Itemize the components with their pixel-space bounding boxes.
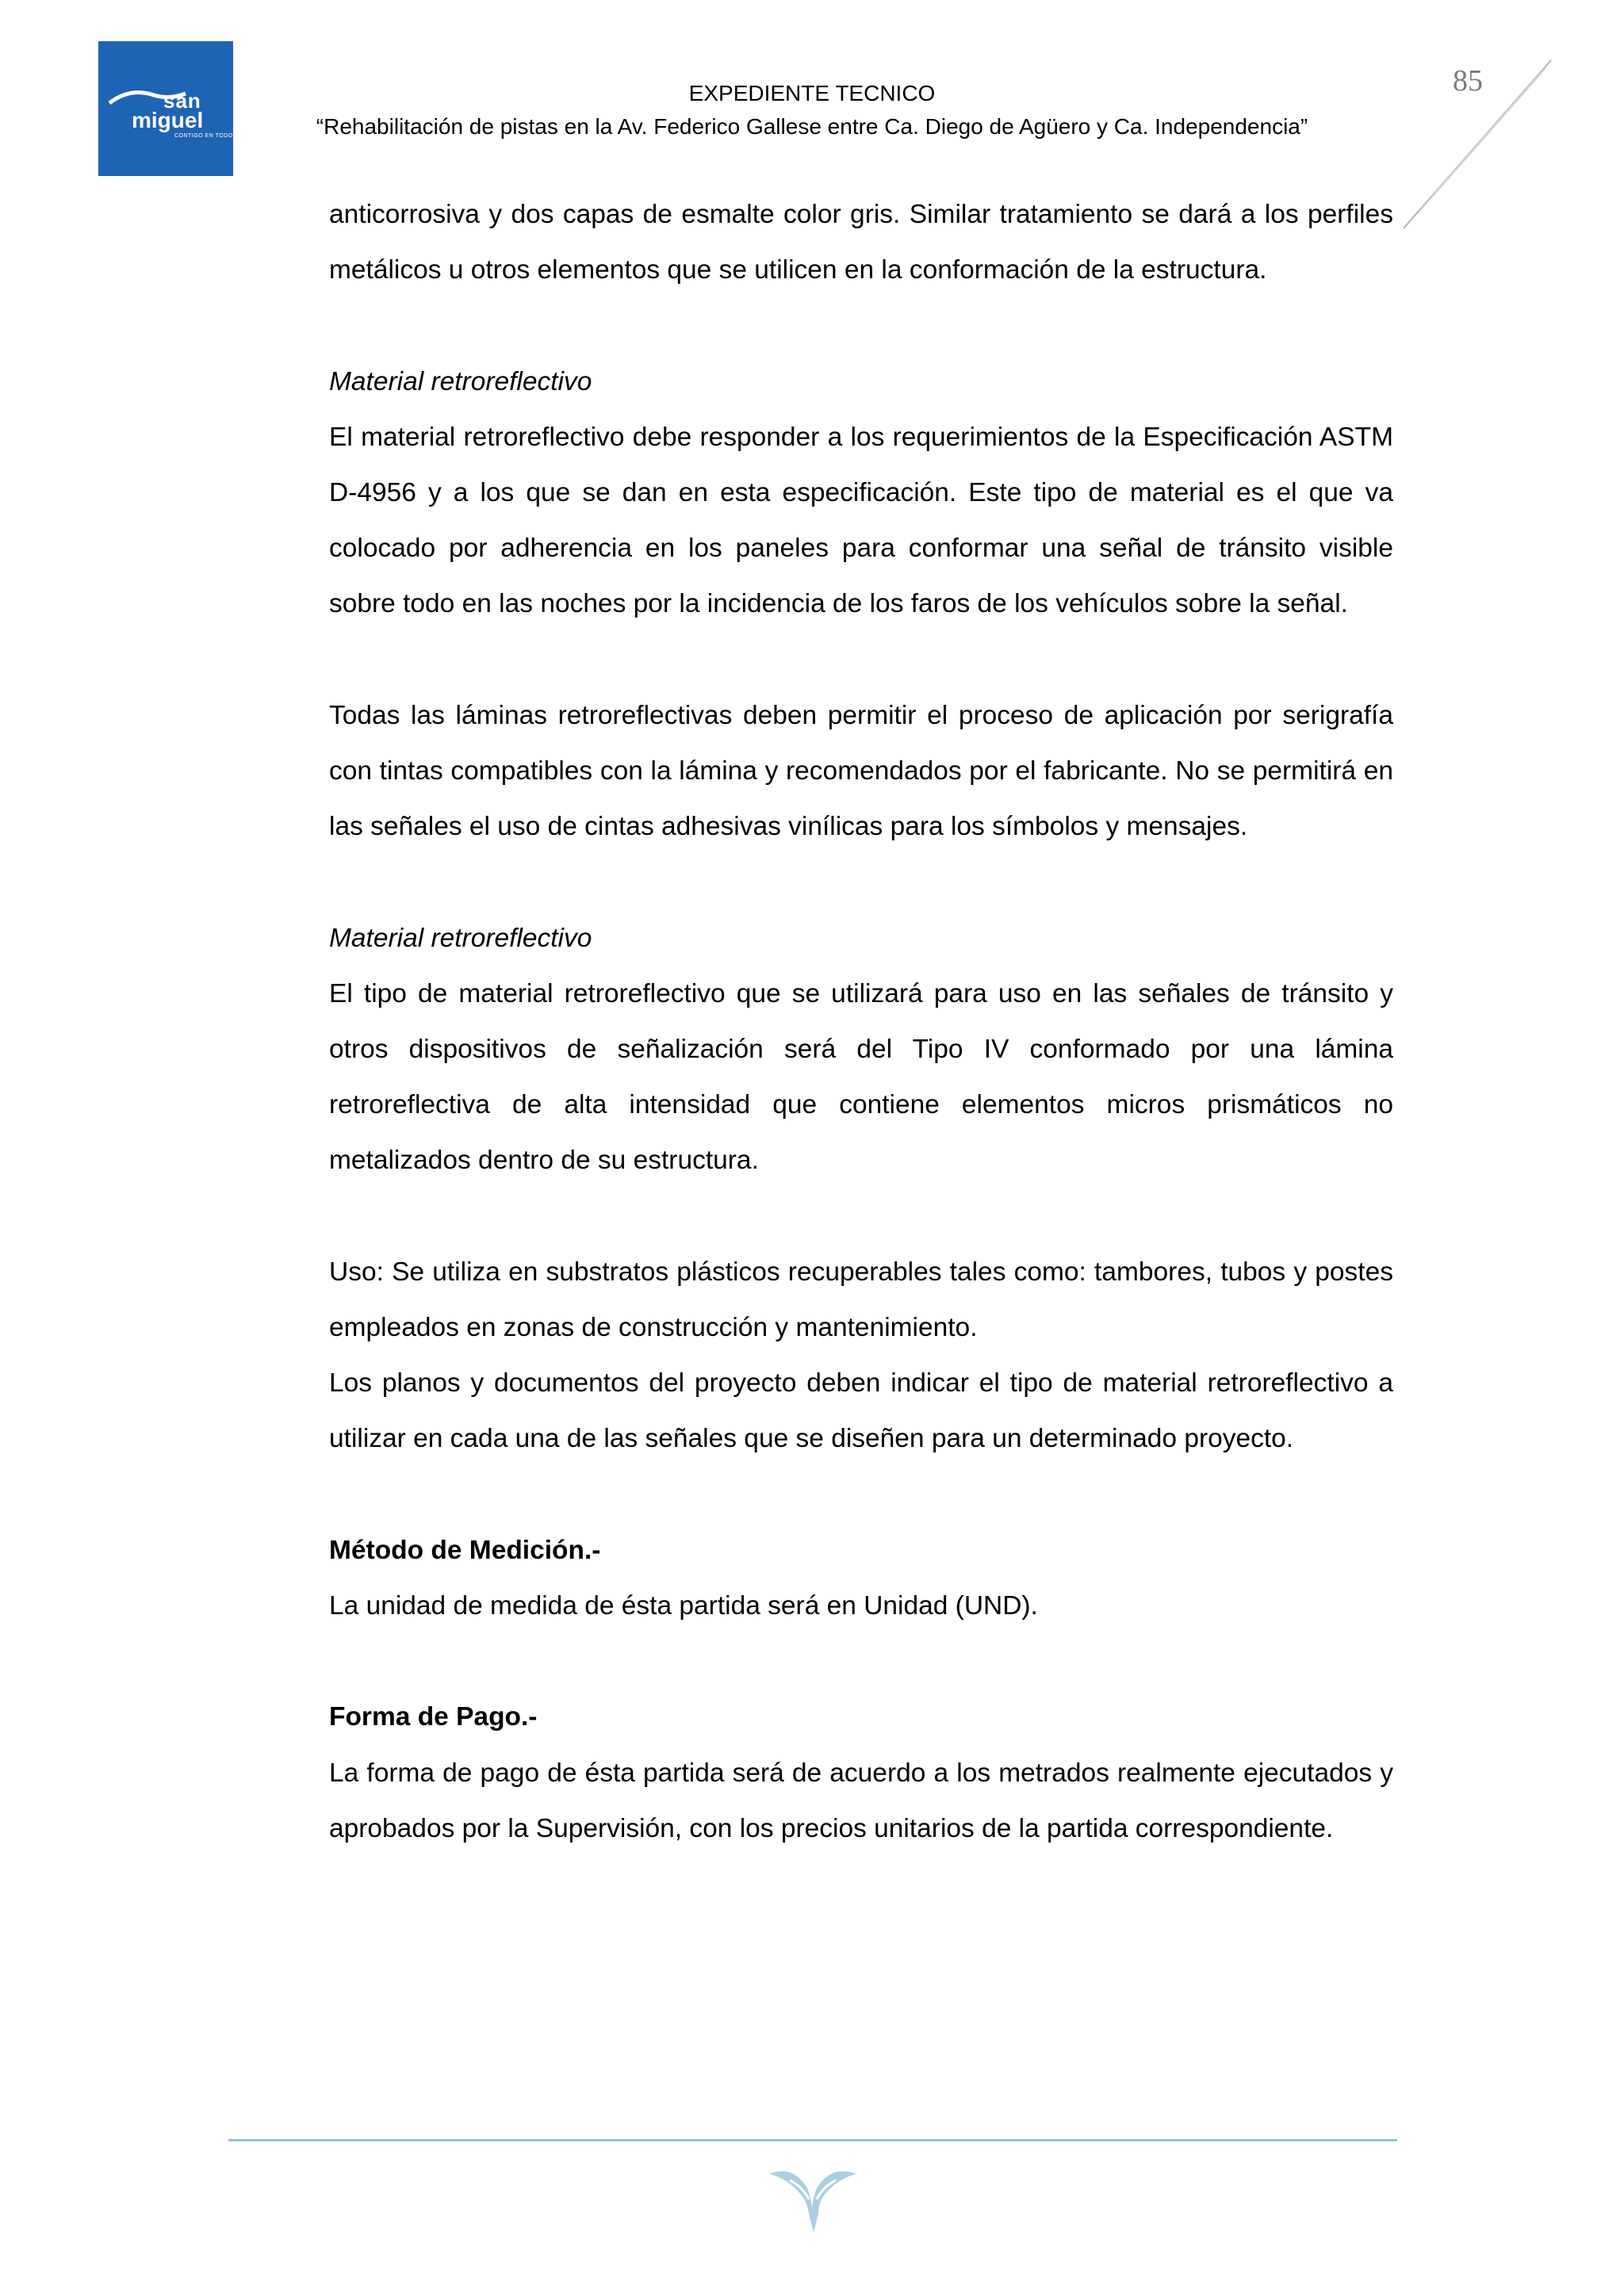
paragraph: La unidad de medida de ésta partida será en Unidad (UND). <box>329 1591 1038 1621</box>
logo-text-miguel: miguel <box>132 108 204 132</box>
paragraph: Los planos y documentos del proyecto deben indicar el tipo de material retroreflectivo a utilizar en cada una de las señales que se diseñen para un determinado proyecto. <box>329 1368 1393 1454</box>
paragraph: La forma de pago de ésta partida será de acuerdo a los metrados realmente ejecutados y aprobados por la Supervisión, con los precios unitarios de la partida correspondiente. <box>329 1758 1393 1843</box>
section-heading: Método de Medición.- <box>329 1535 601 1565</box>
corner-decoration-icon <box>1396 55 1554 238</box>
logo-text-san: san <box>163 89 201 113</box>
section-heading: Material retroreflectivo <box>329 366 592 396</box>
paragraph: Todas las láminas retroreflectivas deben permitir el proceso de aplicación por serigrafía con tintas compatibles con la lámina y recomendados por el fabricante. No se permitirá en las señales el uso de cintas adhesivas vinílicas para los símbolos y mensajes. <box>329 700 1393 842</box>
footer-emblem-icon <box>761 2156 864 2236</box>
document-body <box>329 187 1393 1857</box>
document-title: EXPEDIENTE TECNICO <box>688 81 936 105</box>
san-miguel-logo <box>98 41 233 176</box>
section-heading: Material retroreflectivo <box>329 923 592 953</box>
paragraph: anticorrosiva y dos capas de esmalte color gris. Similar tratamiento se dará a los perfiles metálicos u otros elementos que se utilicen en la conformación de la estructura. <box>329 200 1393 285</box>
document-subtitle: “Rehabilitación de pistas en la Av. Federico Gallese entre Ca. Diego de Agüero y Ca. Independencia” <box>316 114 1308 139</box>
paragraph: El tipo de material retroreflectivo que se utilizará para uso en las señales de tránsito y otros dispositivos de señalización será del Tipo IV conformado por una lámina retroreflectiva de alta intensidad que contiene elementos micros prismáticos no metalizados dentro de su estructura. <box>329 978 1393 1176</box>
paragraph: Uso: Se utiliza en substratos plásticos recuperables tales como: tambores, tubos y postes empleados en zonas de construcción y mantenimiento. <box>329 1257 1393 1342</box>
footer-divider <box>228 2139 1397 2141</box>
page-number: 85 <box>1453 64 1483 98</box>
logo-tagline: CONTIGO EN TODO <box>174 133 233 139</box>
section-heading: Forma de Pago.- <box>329 1702 538 1732</box>
paragraph: El material retroreflectivo debe responder a los requerimientos de la Especificación ASTM D-4956 y a los que se dan en esta especificación. Este tipo de material es el que va colocado por adherencia en los paneles para conformar una señal de tránsito visible sobre todo en las noches por la incidencia de los faros de los vehículos sobre la señal. <box>329 422 1393 619</box>
